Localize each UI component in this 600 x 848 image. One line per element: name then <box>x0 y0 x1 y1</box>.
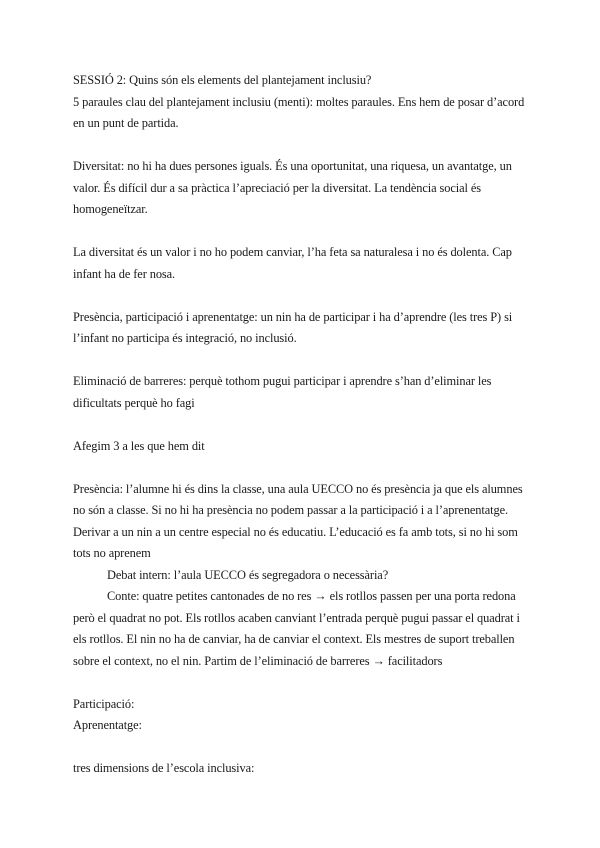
paragraph-key-words: 5 paraules clau del plantejament inclusiu (menti): moltes paraules. Ens hem de posar d’acord en un punt de partida. <box>73 94 525 130</box>
paragraph-presencia: Presència: l’alumne hi és dins la classe, una aula UECCO no és presència ja que els alumnes no són a classe. Si no hi ha presència no podem passar a la participació i a l’aprenentatge. Derivar a un nin a un centre especial no és educatiu. L’educació es fa amb tots, si no hi som tots no aprenem <box>73 481 523 560</box>
paragraph-eliminacio-barreres: Eliminació de barreres: perquè tothom pugui participar i aprendre s’han d’eliminar les dificultats perquè ho fagi <box>73 374 492 410</box>
paragraph-diversitat: Diversitat: no hi ha dues persones iguals. És una oportunitat, una riquesa, un avantatge, un valor. És difícil dur a sa pràctica l’apreciació per la diversitat. La tendència social és homogeneïtzar. <box>73 159 512 216</box>
paragraph-aprenentatge: Aprenentatge: <box>73 718 142 732</box>
paragraph-diversitat-valor: La diversitat és un valor i no ho podem canviar, l’ha feta sa naturalesa i no és dolenta. Cap infant ha de fer nosa. <box>73 245 512 281</box>
paragraph-presencia-participacio: Presència, participació i aprenentatge: un nin ha de participar i ha d’aprendre (les tres P) si l’infant no participa és integració, no inclusió. <box>73 309 513 345</box>
paragraph-participacio: Participació: <box>73 696 135 711</box>
paragraph-debat: Debat intern: l’aula UECCO és segregadora o necessària? <box>107 567 389 582</box>
paragraph-tres-dimensions: tres dimensions de l’escola inclusiva: <box>73 761 255 775</box>
document-title: SESSIÓ 2: Quins són els elements del plantejament inclusiu? <box>73 73 372 87</box>
paragraph-afegim: Afegim 3 a les que hem dit <box>73 438 205 453</box>
document-body <box>73 70 528 780</box>
paragraph-conte: Conte: quatre petites cantonades de no res → els rotllos passen per una porta redona però el quadrat no pot. Els rotllos acaben canviant l’entrada perquè pugui passar el quadrat i els rotllos. El nin no ha de canviar, ha de canviar el context. Els mestres de suport treballen sobre el context, no el nin. Partim de l’eliminació de barreres → facilitadors <box>73 589 520 668</box>
